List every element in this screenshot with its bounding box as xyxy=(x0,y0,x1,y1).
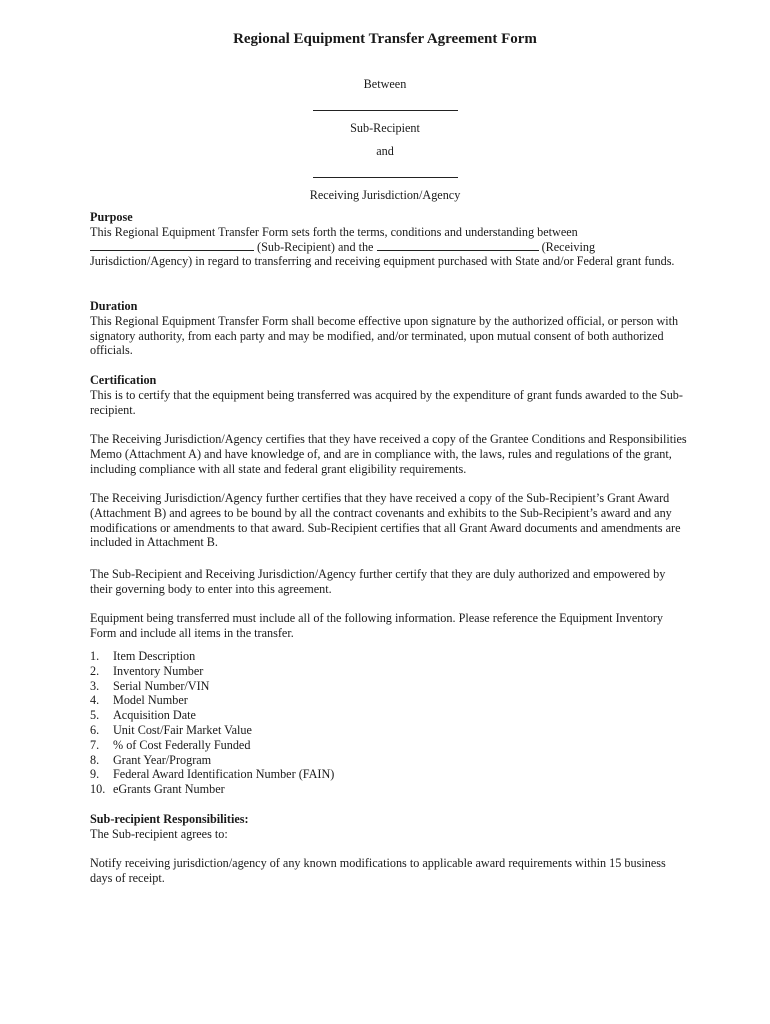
sub-recipient-label: Sub-Recipient xyxy=(350,121,420,135)
certification-p4-block xyxy=(90,567,690,597)
purpose-mid2: (Receiving xyxy=(541,239,596,254)
certification-heading: Certification xyxy=(90,373,157,387)
certification-p5: Equipment being transferred must include all of the following information. Please reference the Equipment Inventory Form and include all items in the transfer. xyxy=(90,611,663,640)
list-item: 1. Item Description xyxy=(90,649,196,663)
sub-recipient-blank xyxy=(90,240,254,251)
required-items-section xyxy=(90,649,690,797)
list-item: 7. % of Cost Federally Funded xyxy=(90,737,251,752)
list-item: 6. Unit Cost/Fair Market Value xyxy=(90,722,252,737)
and-label: and xyxy=(376,144,394,158)
certification-p5-block xyxy=(90,611,690,641)
receiving-agency-blank xyxy=(377,240,539,251)
list-item: 5. Acquisition Date xyxy=(90,708,196,723)
certification-section xyxy=(90,373,690,417)
certification-p4: The Sub-Recipient and Receiving Jurisdiction/Agency further certify that they are duly authorized and empowered by their governing body to enter into this agreement. xyxy=(90,567,666,596)
list-item: 10. eGrants Grant Number xyxy=(90,782,225,797)
purpose-line1: This Regional Equipment Transfer Form sets forth the terms, conditions and understanding between xyxy=(90,224,578,239)
duration-text: This Regional Equipment Transfer Form shall become effective upon signature by the authorized official, or person with signatory authority, from each party and may be modified, and/or terminated, upon mutual consent of both authorized officials. xyxy=(90,313,679,358)
purpose-heading: Purpose xyxy=(90,210,133,224)
duration-section xyxy=(90,299,690,358)
list-item: 9. Federal Award Identification Number (FAIN) xyxy=(90,767,335,782)
list-item: 2. Inventory Number xyxy=(90,663,204,678)
receiving-agency-label: Receiving Jurisdiction/Agency xyxy=(309,188,461,202)
certification-p3: The Receiving Jurisdiction/Agency further certifies that they have received a copy of the Sub-Recipient’s Grant Award (Attachment B) and agrees to be bound by all the contract covenants and exhibits to the Sub-Recipient’s award and any modifications or amendments to that award. Sub-Recipient certifies that all Grant Award documents and amendments are included in Attachment B. xyxy=(90,491,681,550)
list-item: 4. Model Number xyxy=(90,693,188,708)
responsibilities-p1-block xyxy=(90,856,690,886)
sub-recipient-name-line xyxy=(313,110,458,111)
purpose-section xyxy=(90,210,690,269)
certification-p2-block xyxy=(90,432,690,476)
certification-p3-block xyxy=(90,491,690,550)
responsibilities-section xyxy=(90,812,690,842)
list-item: 3. Serial Number/VIN xyxy=(90,678,210,693)
receiving-agency-name-line xyxy=(313,177,458,178)
between-label: Between xyxy=(363,77,407,91)
purpose-rest: Jurisdiction/Agency) in regard to transferring and receiving equipment purchased with State and/or Federal grant funds. xyxy=(90,254,675,269)
responsibilities-p1: Notify receiving jurisdiction/agency of any known modifications to applicable award requirements within 15 business days of receipt. xyxy=(90,856,666,885)
responsibilities-intro: The Sub-recipient agrees to: xyxy=(90,826,228,841)
certification-p1: This is to certify that the equipment being transferred was acquired by the expenditure of grant funds awarded to the Sub-recipient. xyxy=(90,387,683,417)
purpose-mid1: (Sub-Recipient) and the xyxy=(257,239,374,254)
list-item: 8. Grant Year/Program xyxy=(90,752,212,767)
page-title: Regional Equipment Transfer Agreement Form xyxy=(233,31,537,47)
responsibilities-heading: Sub-recipient Responsibilities: xyxy=(90,812,249,826)
duration-heading: Duration xyxy=(90,299,138,313)
required-items-list xyxy=(90,649,690,797)
certification-p2: The Receiving Jurisdiction/Agency certifies that they have received a copy of the Grantee Conditions and Responsibilities Memo (Attachment A) and have knowledge of, and are in compliance with, the laws, rules and regulations of the grant, including compliance with all state and federal grant eligibility requirements. xyxy=(90,432,687,476)
purpose-text xyxy=(90,225,690,269)
